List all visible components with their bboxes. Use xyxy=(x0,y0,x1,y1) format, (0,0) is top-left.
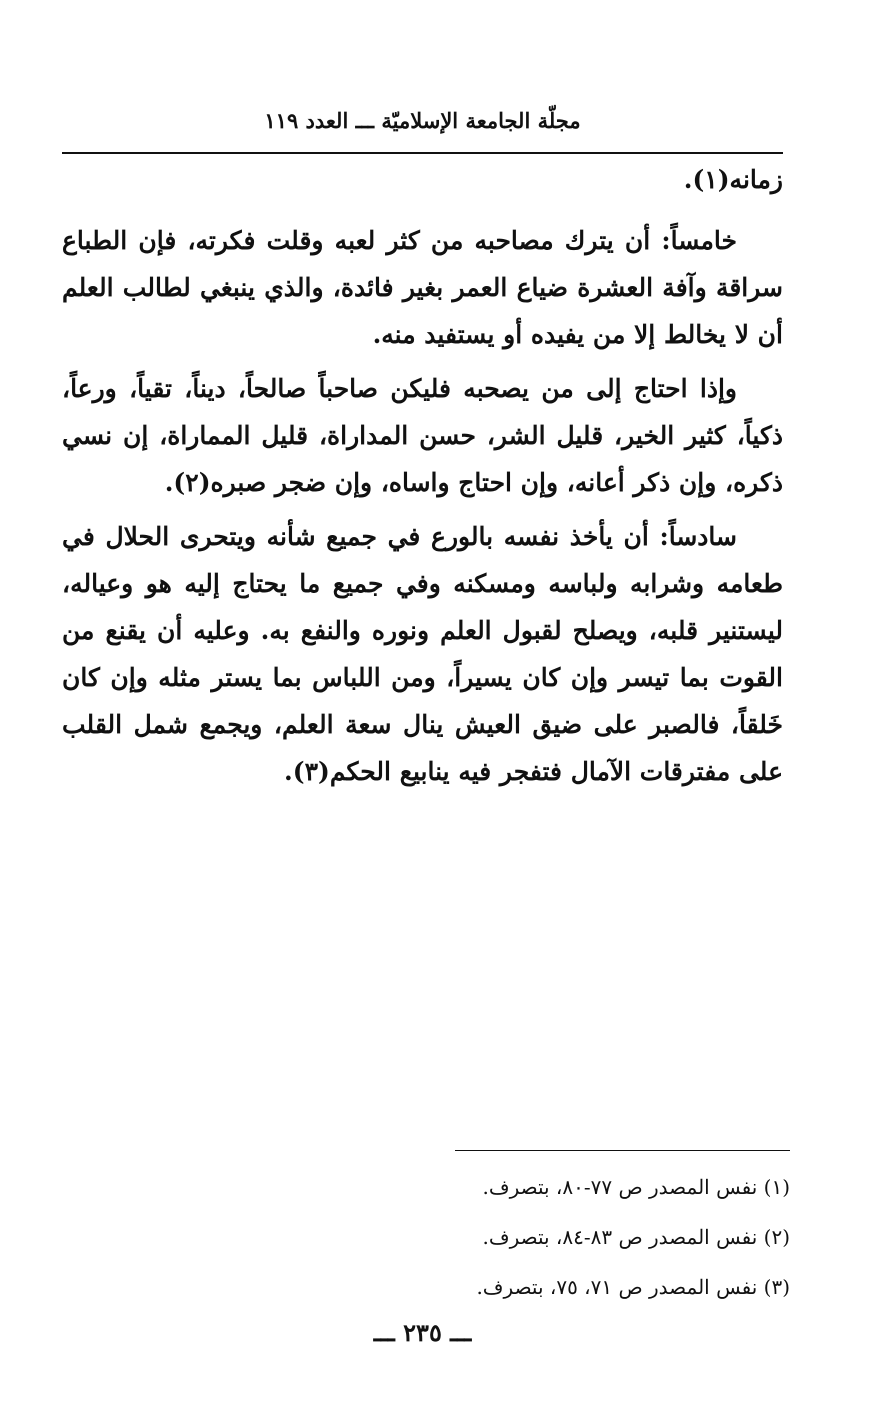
main-text xyxy=(62,156,783,802)
footnote-3: (٣) نفس المصدر ص ٧١، ٧٥، بتصرف. xyxy=(476,1275,790,1299)
paragraph-continuation: زمانه(١). xyxy=(683,165,783,194)
footnote-divider xyxy=(455,1150,790,1151)
page-number: ـــ ٢٣٥ ـــ xyxy=(373,1318,472,1347)
footnotes xyxy=(62,1162,790,1312)
footnote-2: (٢) نفس المصدر ص ٨٣-٨٤، بتصرف. xyxy=(482,1225,790,1249)
footnote-1: (١) نفس المصدر ص ٧٧-٨٠، بتصرف. xyxy=(482,1175,790,1199)
paragraph-fifth-point: خامساً: أن يترك مصاحبه من كثر لعبه وقلت فكرته، فإن الطباع سراقة وآفة العشرة ضياع العمر بغير فائدة، والذي ينبغي لطالب العلم أن لا يخالط إلا من يفيده أو يستفيد منه. xyxy=(62,226,783,349)
header-divider xyxy=(62,152,783,154)
running-header: مجلّة الجامعة الإسلاميّة ـــ العدد ١١٩ xyxy=(264,108,581,133)
paragraph-sixth-point: سادساً: أن يأخذ نفسه بالورع في جميع شأنه ويتحرى الحلال في طعامه وشرابه ولباسه ومسكنه وفي جميع ما يحتاج إليه هو وعياله، ليستنير قلبه، ويصلح لقبول العلم ونوره والنفع به. وعليه أن يقنع من القوت بما تيسر وإن كان يسيراً، ومن اللباس بما يستر مثله وإن كان خَلقاً، فالصبر على ضيق العيش ينال سعة العلم، ويجمع شمل القلب على مفترقات الآمال فتفجر فيه ينابيع الحكم(٣). xyxy=(62,522,783,786)
paragraph-companion: وإذا احتاج إلى من يصحبه فليكن صاحباً صالحاً، ديناً، تقياً، ورعاً، ذكياً، كثير الخير، قليل الشر، حسن المداراة، قليل المماراة، إن نسي ذكره، وإن ذكر أعانه، وإن احتاج واساه، وإن ضجر صبره(٢). xyxy=(62,374,783,497)
